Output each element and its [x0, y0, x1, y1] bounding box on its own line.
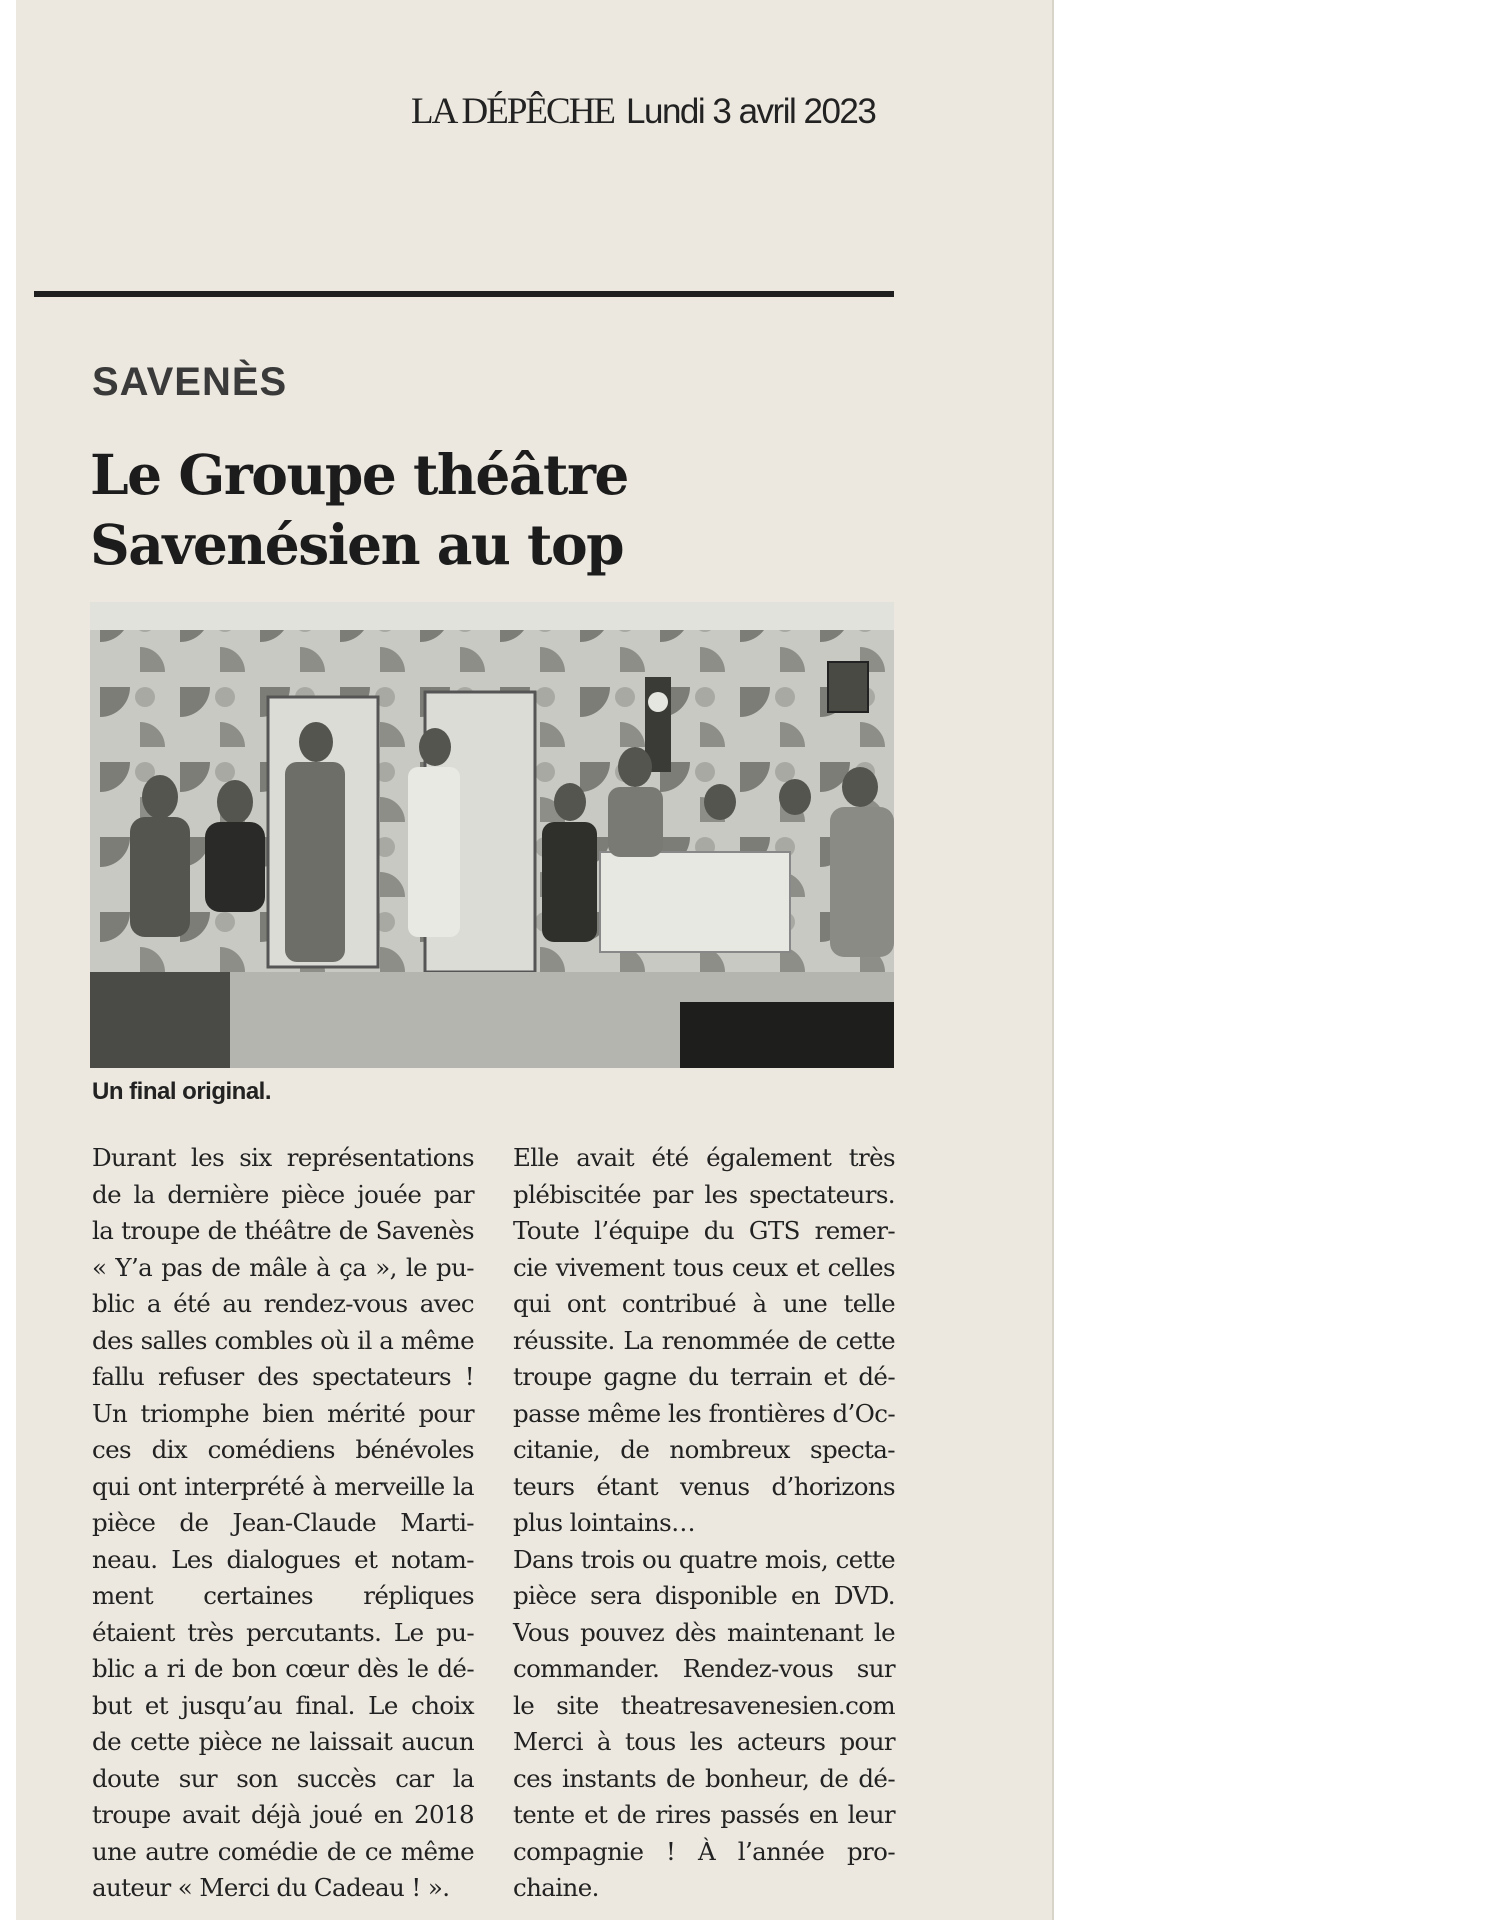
text-line: réussite. La renommée de cette	[513, 1325, 895, 1355]
text-line: de cette pièce ne laissait aucun	[92, 1727, 474, 1756]
text-line: neau. Les dialogues et notam-	[92, 1544, 474, 1574]
text-line: cie vivement tous ceux et celles	[513, 1252, 895, 1282]
text-line: troupe avait déjà joué en 2018	[92, 1800, 474, 1829]
text-line: Durant les six représentations	[92, 1143, 474, 1172]
masthead	[411, 90, 875, 133]
text-line: ces instants de bonheur, de dé-	[513, 1763, 895, 1793]
text-line: Vous pouvez dès maintenant le	[513, 1617, 895, 1647]
theatre-stage-photo-icon	[90, 602, 894, 1068]
text-line: qui ont contribué à une telle	[513, 1289, 895, 1318]
text-line: plébiscitée par les spectateurs.	[513, 1179, 895, 1209]
text-line: la troupe de théâtre de Savenès	[92, 1216, 474, 1245]
text-line: ment certaines répliques	[92, 1581, 474, 1610]
text-line: qui ont interprété à merveille la	[92, 1471, 474, 1501]
article-photo	[90, 602, 894, 1068]
publication-date: Lundi 3 avril 2023	[626, 92, 876, 131]
text-line: de la dernière pièce jouée par	[92, 1179, 474, 1209]
text-line: troupe gagne du terrain et dé-	[513, 1362, 895, 1391]
photo-caption: Un final original.	[92, 1078, 272, 1105]
text-line: teurs étant venus d’horizons	[513, 1471, 895, 1501]
text-line: tente et de rires passés en leur	[513, 1800, 895, 1829]
text-line: le site theatresavenesien.com	[513, 1690, 895, 1720]
text-line: but et jusqu’au final. Le choix	[92, 1690, 474, 1720]
text-line: citanie, de nombreux specta-	[513, 1435, 895, 1464]
text-line: passe même les frontières d’Oc-	[513, 1398, 895, 1428]
article-column-left	[92, 1140, 474, 1907]
text-line: compagnie ! À l’année pro-	[513, 1836, 895, 1866]
article-headline	[90, 440, 890, 580]
text-line: fallu refuser des spectateurs !	[92, 1362, 474, 1391]
article-kicker: SAVENÈS	[92, 360, 288, 404]
newspaper-name: LA DÉPÊCHE	[411, 91, 615, 132]
text-line: une autre comédie de ce même	[92, 1836, 474, 1866]
text-line: plus lointains…	[513, 1508, 695, 1537]
text-line: Merci à tous les acteurs pour	[513, 1727, 895, 1756]
text-line: commander. Rendez-vous sur	[513, 1654, 895, 1683]
text-line: des salles combles où il a même	[92, 1325, 474, 1355]
newspaper-clipping	[16, 0, 1054, 1920]
text-line: chaine.	[513, 1873, 599, 1902]
headline-line-1: Le Groupe théâtre	[90, 442, 628, 507]
article-column-right	[513, 1140, 895, 1907]
text-line: blic a été au rendez-vous avec	[92, 1289, 474, 1318]
text-line: ces dix comédiens bénévoles	[92, 1435, 474, 1464]
text-line: Un triomphe bien mérité pour	[92, 1398, 474, 1428]
text-line: doute sur son succès car la	[92, 1763, 474, 1793]
text-line: Elle avait été également très	[513, 1143, 895, 1172]
text-line: blic a ri de bon cœur dès le dé-	[92, 1654, 474, 1683]
section-divider	[34, 291, 894, 297]
text-line: étaient très percutants. Le pu-	[92, 1617, 474, 1647]
text-line: Toute l’équipe du GTS remer-	[513, 1216, 895, 1245]
text-line: auteur « Merci du Cadeau ! ».	[92, 1873, 450, 1902]
text-line: « Y’a pas de mâle à ça », le pu-	[92, 1252, 474, 1282]
text-line: pièce de Jean-Claude Marti-	[92, 1508, 474, 1537]
text-line: Dans trois ou quatre mois, cette	[513, 1544, 895, 1574]
text-line: pièce sera disponible en DVD.	[513, 1581, 895, 1610]
headline-line-2: Savenésien au top	[90, 512, 624, 577]
